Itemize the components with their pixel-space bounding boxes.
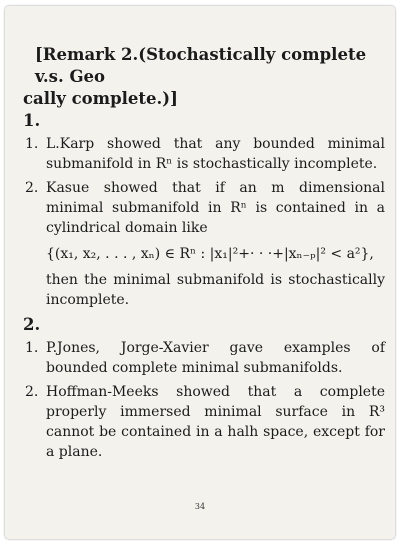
list-item	[23, 338, 385, 378]
item-number: 2.	[25, 384, 39, 400]
section-2-heading: 2.	[23, 315, 41, 334]
item-text: Hoffman-Meeks showed that a complete properly immersed minimal surface in R³ cannot be contained in a halh space, except for a plane.	[46, 384, 385, 460]
title-line-1: [Remark 2.(Stochastically complete v.s. Geo	[35, 45, 367, 86]
document-page	[5, 6, 395, 539]
item-text: P.Jones, Jorge-Xavier gave examples of bounded complete minimal submanifolds.	[46, 340, 385, 376]
item-text: L.Karp showed that any bounded minimal submanifold in Rⁿ is stochastically incomplete.	[46, 136, 385, 172]
list-item	[23, 134, 385, 174]
item-text: Kasue showed that if an m dimensional minimal submanifold in Rⁿ is contained in a cylindrical domain like	[46, 180, 385, 236]
remark-title	[23, 44, 385, 110]
list-item	[23, 382, 385, 462]
page-content	[23, 44, 385, 466]
section-1-list	[23, 134, 385, 310]
section-1-heading: 1.	[23, 111, 41, 130]
section-2-list	[23, 338, 385, 462]
item-number: 1.	[25, 340, 39, 356]
math-formula: {(x₁, x₂, . . . , xₙ) ∈ Rⁿ : |x₁|²+· · ·+|xₙ₋ₚ|² < a²},	[46, 246, 374, 262]
item-number: 2.	[25, 180, 39, 196]
item-number: 1.	[25, 136, 39, 152]
title-line-2: cally complete.)]	[23, 89, 178, 108]
list-item	[23, 178, 385, 310]
item-continuation: then the minimal submanifold is stochastically incomplete.	[46, 272, 385, 308]
page-number: 34	[194, 502, 206, 511]
